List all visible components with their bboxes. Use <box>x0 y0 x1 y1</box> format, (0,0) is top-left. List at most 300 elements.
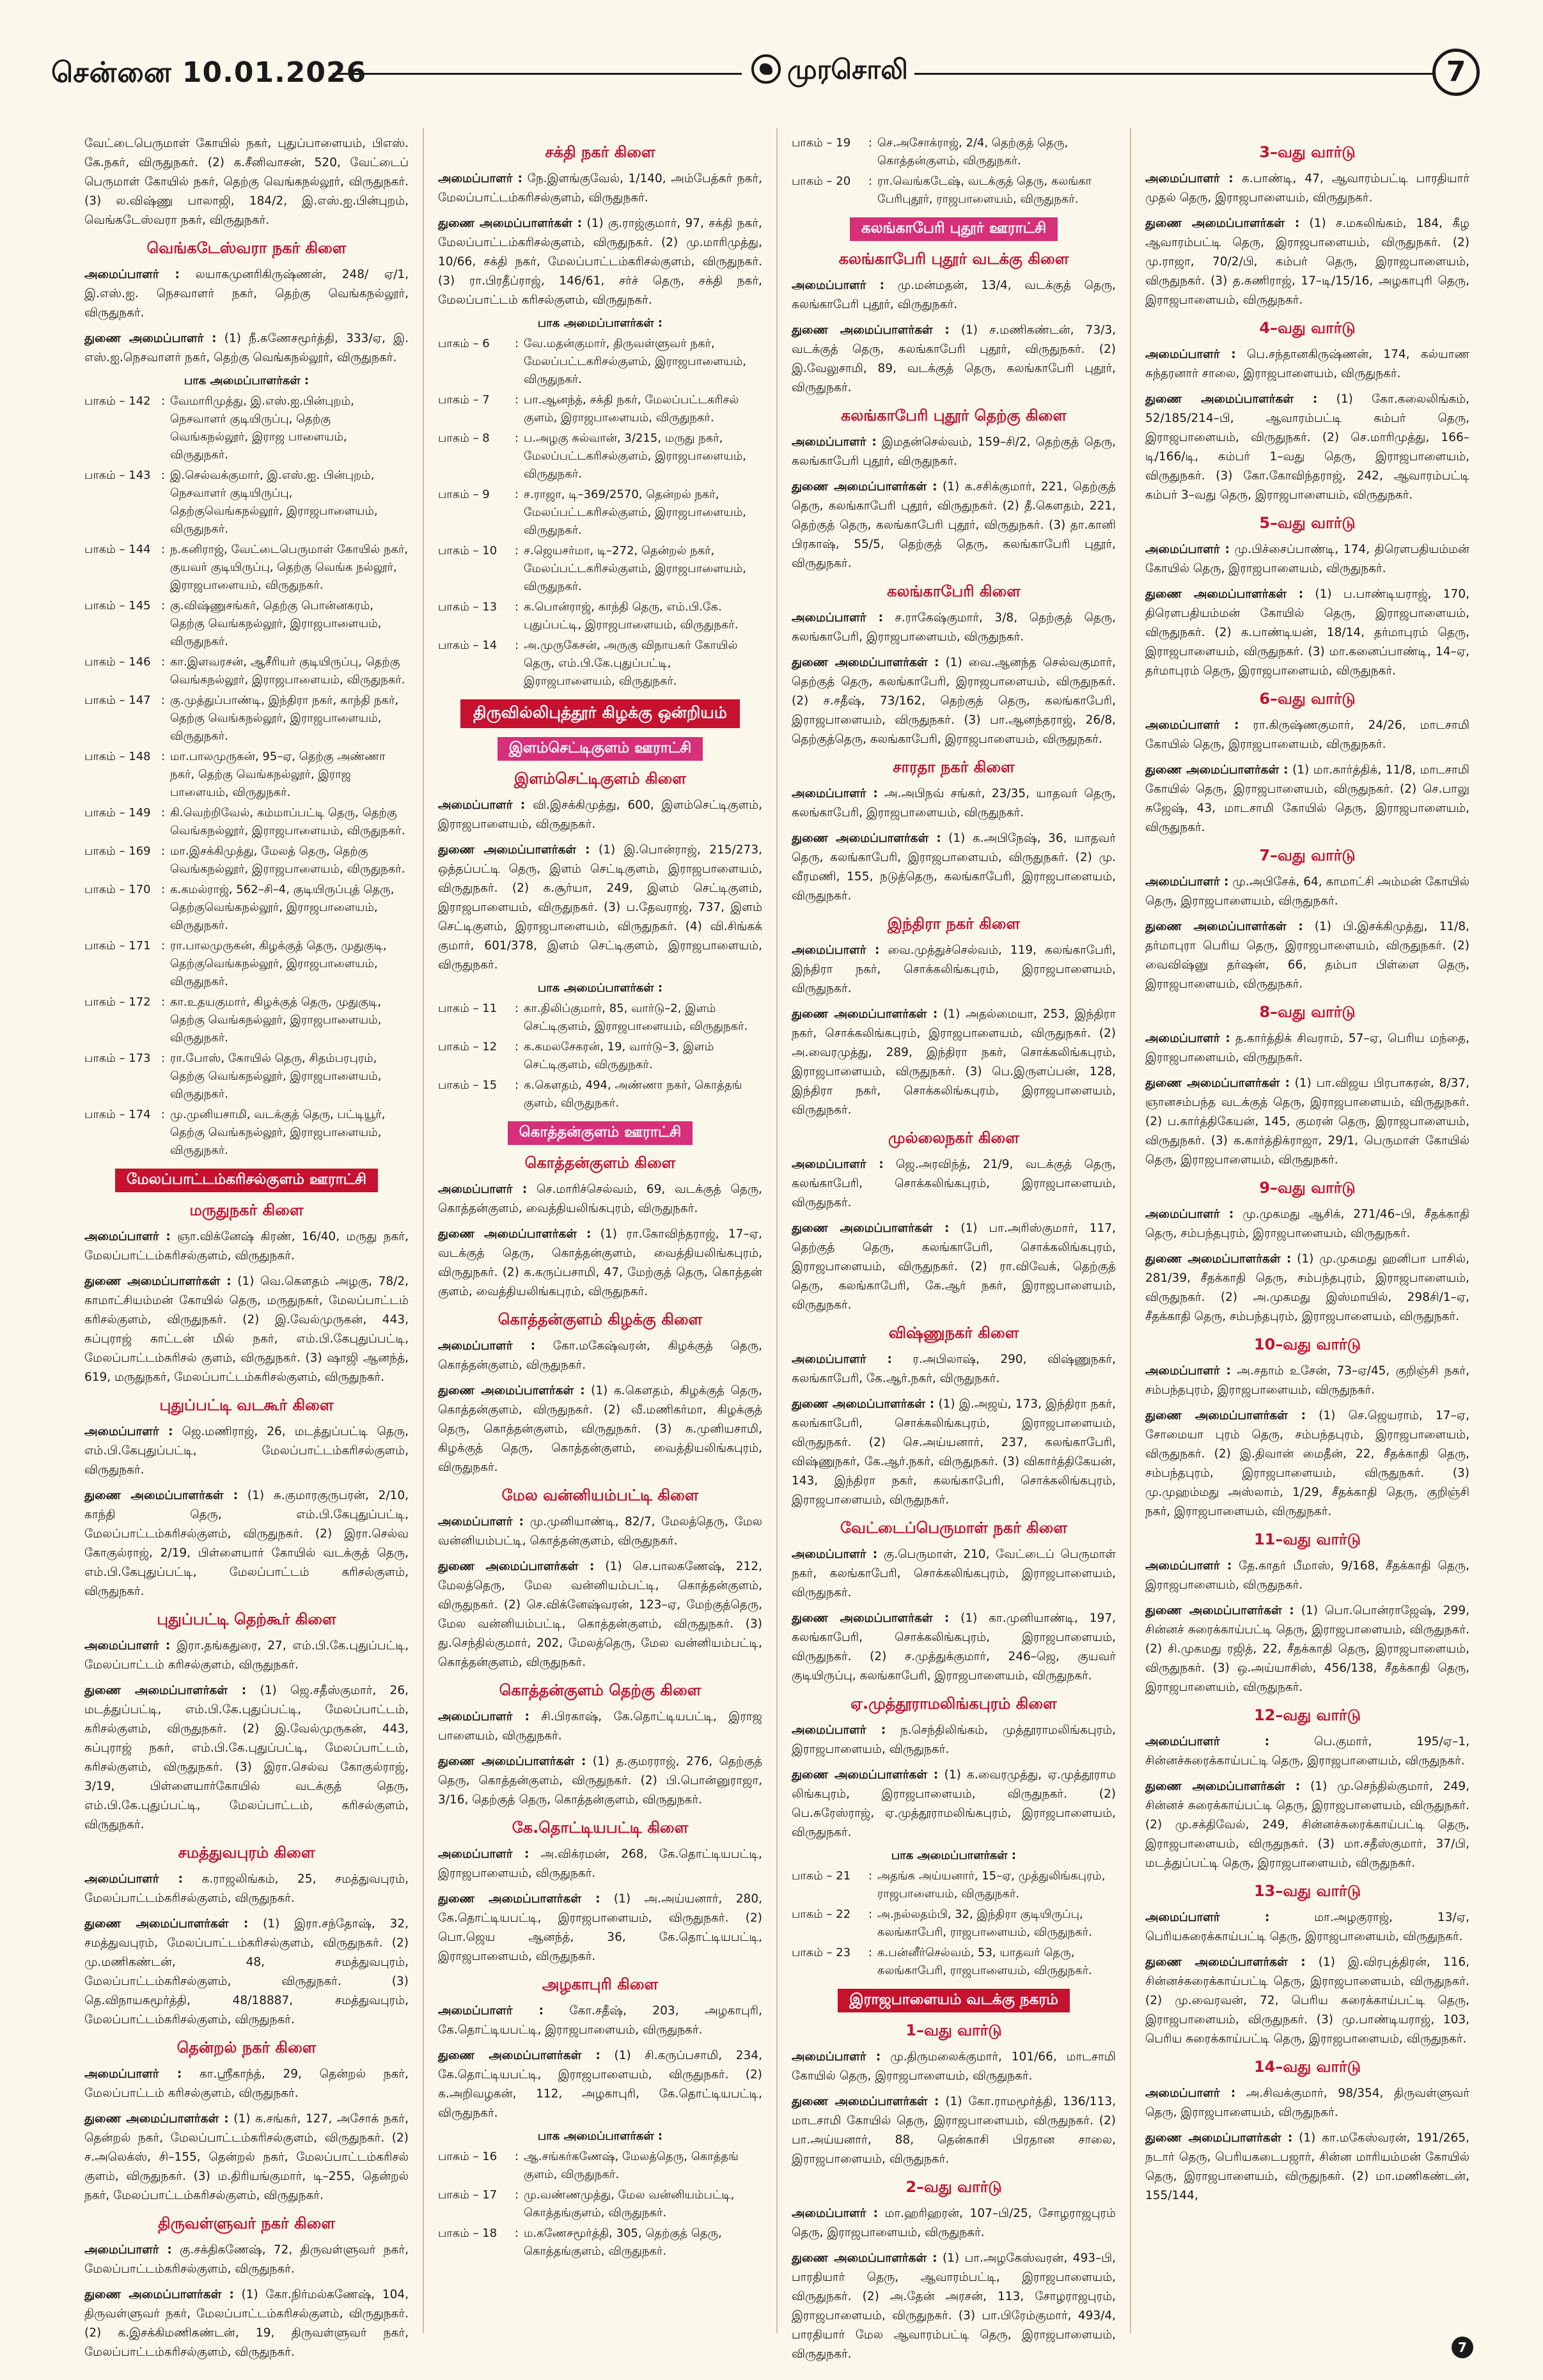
booth-number: பாகம் – 10 <box>438 544 497 557</box>
role-label: துணை அமைப்பாளர்கள் : <box>792 2095 939 2108</box>
member-details: இமதன்செல்வம், 159–சி/2, தெற்குத் தெரு, கலங்காபேரி புதூர், விருதுநகர். <box>792 435 1116 468</box>
member-details: ச.ராகேஷ்குமார், 3/8, தெற்குத் தெரு, கலங்காபேரி, இராஜபாளையம், விருதுநகர். <box>792 611 1116 644</box>
member-entry <box>438 2002 762 2040</box>
role-label: துணை அமைப்பாளர்கள் : <box>1145 1956 1306 1969</box>
branch-heading: சக்தி நகர் கிளை <box>545 143 655 161</box>
booth-row <box>438 430 762 483</box>
role-label: துணை அமைப்பாளர்கள் : <box>792 832 941 845</box>
brand-name: முரசொலி <box>787 54 908 85</box>
role-label: அமைப்பாளர் : <box>438 1515 524 1528</box>
member-details: (1) த.குமரராஜ், 276, தெற்குத் தெரு, கொத்தன்குளம், விருதுநகர். (2) பி.பொன்னுராஜா, 3/16, தெற்குத் தெரு, கொத்தன்குளம், விருதுநகர். <box>438 1755 762 1807</box>
section-block <box>1145 319 1469 505</box>
masthead <box>51 45 1490 102</box>
member-details: செ.மாரிச்செல்வம், 69, வடக்குத் தெரு, கொத்தன்குளம், வைத்தியலிங்கபுரம், விருதுநகர். <box>438 1183 762 1215</box>
booth-row <box>84 843 409 878</box>
role-label: துணை அமைப்பாளர்கள் : <box>792 323 950 337</box>
member-entry <box>1145 716 1469 754</box>
role-label: அமைப்பாளர் : <box>792 2207 879 2220</box>
section-block <box>438 143 762 690</box>
section-block <box>1145 690 1469 837</box>
section-block <box>438 699 762 728</box>
member-entry <box>1145 1953 1469 2049</box>
member-details: க.ராஜலிங்கம், 25, சமத்துவபுரம், மேலப்பாட்டம்கரிசல்குளம், விருதுநகர். <box>84 1872 409 1905</box>
branch-heading: 5–வது வார்டு <box>1259 514 1356 532</box>
member-entry <box>792 1721 1116 1759</box>
branch-heading: 10–வது வார்டு <box>1253 1335 1361 1353</box>
member-entry <box>792 653 1116 749</box>
section-block <box>438 1486 762 1672</box>
booth-colon: : <box>868 1869 873 1883</box>
member-entry <box>1145 169 1469 208</box>
member-details: கு.சக்திகணேஷ், 72, திருவள்ளுவர் நகர், மேலப்பாட்டம்கரிசல்குளம், விருதுநகர். <box>84 2243 409 2276</box>
booth-row <box>84 937 409 991</box>
member-entry <box>84 265 409 323</box>
section-block <box>792 582 1116 749</box>
booth-number: பாகம் – 16 <box>438 2150 497 2163</box>
member-entry <box>438 1752 762 1810</box>
booth-number: பாகம் – 144 <box>84 543 151 556</box>
member-entry <box>438 1845 762 1883</box>
role-label: அமைப்பாளர் : <box>1145 1735 1270 1748</box>
role-label: அமைப்பாளர் : <box>84 2067 182 2081</box>
role-label: அமைப்பாளர் : <box>792 2050 881 2064</box>
member-entry <box>792 478 1116 573</box>
booth-row <box>438 1077 762 1112</box>
member-details: (1) நீ.கணேசமூர்த்தி, 333/ஏ, இ. எஸ்.ஐ.நெசவாளர் நகர், தெற்கு வெங்கநல்லூர், விருதுநகர். <box>84 332 409 364</box>
member-entry <box>84 1681 409 1835</box>
booth-number: பாகம் – 148 <box>84 750 151 763</box>
region-banner: திருவில்லிபுத்தூர் கிழக்கு ஒன்றியம் <box>460 699 740 728</box>
booth-colon: : <box>515 2188 519 2202</box>
member-details: (1) கோ.நிர்மல்கணேஷ், 104, திருவள்ளுவர் நகர், மேலப்பாட்டம்கரிசல்குளம், விருதுநகர். (2) க.இசக்கிமணிகண்டன், 19, திருவள்ளுவர் நகர், மேலப்பாட்டம்கரிசல்குளம், விருதுநகர். <box>84 2288 409 2359</box>
member-entry <box>438 1707 762 1746</box>
section-block <box>792 134 1116 208</box>
member-details: கோ.மகேஷ்வரன், கிழக்குத் தெரு, கொத்தன்குளம், விருதுநகர். <box>438 1339 762 1372</box>
member-details: (1) பா.அரிஸ்குமார், 117, தெற்குத் தெரு, கலங்காபேரி, சொக்கலிங்கபுரம், இராஜபாளையம், விருதுநகர். (2) ரா.விவேக், தெற்குத் தெரு, கலங்காபேரி, கே.ஆர் நகர், இராஜபாளையம், விருதுநகர். <box>792 1222 1116 1312</box>
role-label: அமைப்பாளர் : <box>1145 1559 1232 1573</box>
booth-colon: : <box>515 1002 519 1015</box>
role-label: துணை அமைப்பாளர்கள் : <box>792 1397 935 1411</box>
member-entry <box>438 169 762 208</box>
role-label: அமைப்பாளர் : <box>792 1353 892 1366</box>
booth-subheading: பாக அமைப்பாளர்கள் : <box>537 2129 663 2143</box>
column-4 <box>1131 128 1484 2333</box>
member-details: (1) ச.மணிகண்டன், 73/3, வடக்குத் தெரு, கலங்காபேரி புதூர், விருதுநகர். (2) இ.வேலுசாமி, 89, வடக்குத் தெரு, கலங்காபேரி புதூர், விருதுநகர். <box>792 323 1116 394</box>
member-entry <box>792 2092 1116 2169</box>
role-label: துணை அமைப்பாளர்கள் : <box>84 2288 234 2301</box>
member-entry <box>438 1180 762 1218</box>
role-label: அமைப்பாளர் : <box>792 787 878 800</box>
role-label: துணை அமைப்பாளர்கள் : <box>1145 587 1304 601</box>
booth-incharge: மா.பாலமுருகன், 95–ஏ, தெற்கு அண்ணா நகர், தெற்கு வெங்கநல்லூர், இராஜ பாளையம், விருதுநகர். <box>170 750 386 799</box>
member-details: (1) ச.மகலிங்கம், 184, கீழ ஆவாரம்பட்டி தெரு, இராஜபாளையம், விருதுநகர். (2) மு.ராஜா, 70/2/பி, கம்பர் தெரு, இராஜபாளையம், விருதுநகர். (3) த.கணிராஜ், 17–டி/15/16, அழகாபுரி தெரு, இராஜபாளையம், விருதுநகர். <box>1145 217 1469 307</box>
section-block <box>1145 143 1469 310</box>
booth-colon: : <box>868 175 873 188</box>
booth-incharge: ந.கனிராஜ், வேட்டைபெருமாள் கோயில் நகர், குயவர் குடியிருப்பு, தெற்கு வெங்க நல்லூர், இராஜபாளையம், விருதுநகர். <box>170 543 409 592</box>
role-label: துணை அமைப்பாளர்கள் : <box>792 1222 950 1235</box>
column-1 <box>70 128 424 2359</box>
booth-row <box>438 542 762 596</box>
booth-number: பாகம் – 170 <box>84 883 151 896</box>
member-details: மு.திருமலைக்குமார், 101/66, மாடசாமி கோயில் தெரு, இராஜபாளையம், விருதுநகர். <box>792 2050 1116 2083</box>
role-label: அமைப்பாளர் : <box>438 1847 529 1861</box>
branch-heading: ஏ.முத்தூராமலிங்கபுரம் கிளை <box>850 1695 1057 1713</box>
role-label: அமைப்பாளர் : <box>84 268 180 281</box>
booth-number: பாகம் – 145 <box>84 599 151 612</box>
role-label: துணை அமைப்பாளர்கள் : <box>1145 1252 1292 1266</box>
booth-incharge: க.கமல்ராஜ், 562–சி–4, குடியிருப்புத் தெரு, தெற்குவெங்கநல்லூர், இராஜபாளையம், விருதுநகர். <box>170 883 395 932</box>
booth-subheading: பாக அமைப்பாளர்கள் : <box>537 316 663 330</box>
section-block <box>84 1169 409 1387</box>
booth-incharge: கா.திலிப்குமார், 85, வார்டு–2, இளம் செட்டிகுளம், இராஜபாளையம், விருதுநகர். <box>524 1002 748 1033</box>
section-block <box>84 2214 409 2362</box>
member-entry <box>792 1350 1116 1388</box>
booth-subheading: பாக அமைப்பாளர்கள் : <box>891 1849 1017 1862</box>
section-block <box>792 1324 1116 1510</box>
role-label: அமைப்பாளர் : <box>1145 1032 1230 1045</box>
booth-incharge: ரா.பாலமுருகன், கிழக்குத் தெரு, முதுகுடி, தெற்குவெங்கநல்லூர், இராஜபாளையம், விருதுநகர். <box>170 939 387 988</box>
section-block <box>1145 1882 1469 2049</box>
branch-heading: கொத்தன்குளம் கிளை <box>524 1154 676 1172</box>
booth-incharge: ப.அழகு சுல்வான், 3/215, மருது நகர், மேலப்பட்டகரிசல்குளம், இராஜபாளையம், விருதுநகர். <box>524 432 747 481</box>
booth-incharge: வேமாரிமுத்து, இ.எஸ்.ஐ.பின்புறம், நெசவாளர் குடியிருப்பு, தெற்கு வெங்கநல்லூர், இராஜ பாளையம், விருதுநகர். <box>170 394 354 462</box>
role-label: அமைப்பாளர் : <box>1145 1911 1270 1924</box>
member-entry <box>1145 1406 1469 1521</box>
member-details: (1) க.கௌதம், கிழக்குத் தெரு, கொத்தன்குளம், விருதுநகர். (2) வீ.மணிகர்மா, கிழக்குத் தெரு, கொத்தன்குளம், விருதுநகர். (3) க.முனியசாமி, கிழக்குத் தெரு, கொத்தன்குளம், வைத்தியலிங்கபுரம், விருதுநகர். <box>438 1384 762 1474</box>
member-details: ஞா.விக்னேஷ் கிரண், 16/40, மருது நகர், மேலப்பாட்டம்கரிசல்குளம், விருதுநகர். <box>84 1230 409 1263</box>
member-details: (1) பி.இசக்கிமுத்து, 11/8, தர்மாபுரா பெரிய தெரு, இராஜபாளையம், விருதுநகர். (2) வைவிஷ்னு தர்ஷன், 66, தம்பா பிள்ளை தெரு, இராஜபாளையம், விருதுநகர். <box>1145 920 1469 991</box>
member-entry <box>792 1609 1116 1686</box>
booth-number: பாகம் – 12 <box>438 1040 497 1054</box>
booth-colon: : <box>515 393 519 407</box>
branch-heading: கொத்தன்குளம் தெற்கு கிளை <box>499 1681 701 1699</box>
booth-colon: : <box>161 995 166 1009</box>
booth-colon: : <box>161 394 166 408</box>
member-details: மு.மன்மதன், 13/4, வடக்குத் தெரு, கலங்காபேரி புதூர், விருதுநகர். <box>792 279 1116 311</box>
booth-colon: : <box>161 844 166 858</box>
member-details: மு.அபிசேக், 64, காமாட்சி அம்மன் கோயில் தெரு, இராஜபாளையம், விருதுநகர். <box>1145 875 1469 908</box>
branch-heading: திருவள்ளுவர் நகர் கிளை <box>157 2214 336 2232</box>
member-details: மு.முகமது ஆசிக், 271/46–பி, சீதக்காதி தெரு, சம்பந்தபுரம், இராஜபாளையம், விருதுநகர். <box>1145 1208 1470 1240</box>
member-details: (1) வை.ஆனந்த செல்வகுமார், தெற்குத் தெரு, கலங்காபேரி, இராஜபாளையம், விருதுநகர். (2) ச.சதீஷ், 73/162, தெற்குத் தெரு, கலங்காபேரி, இராஜபாளையம், விருதுநகர். (3) பா.ஆனந்தராஜ், 26/8, தெற்குத்தெரு, கலங்காபேரி, இராஜபாளையம், விருதுநகர். <box>792 656 1116 746</box>
booth-colon: : <box>161 750 166 763</box>
member-details: ஜெ.மணிராஜ், 26, மடத்துப்பட்டி தெரு, எம்.பி.கேபுதுப்பட்டி, மேலப்பாட்டம்கரிசல்குளம், விருதுநகர். <box>84 1425 409 1477</box>
member-entry <box>1145 1732 1469 1771</box>
footer-page-number: 7 <box>1452 2337 1473 2358</box>
region-banner: மேலப்பாட்டம்கரிசல்குளம் ஊராட்சி <box>115 1169 378 1192</box>
member-details: மா.ஹரிஹரன், 107–பி/25, சோழராஜபுரம் தெரு, இராஜபாளையம், விருதுநகர். <box>792 2207 1116 2239</box>
booth-incharge: மா.இசக்கிமுத்து, மேலத் தெரு, தெற்கு வெங்கநல்லூர், இராஜபாளையம், விருதுநகர். <box>170 844 405 876</box>
member-details: அ.சிவக்குமார், 98/354, திருவள்ளுவர் தெரு, இராஜபாளையம், விருதுநகர். <box>1145 2087 1469 2119</box>
branch-heading: புதுப்பட்டி தெற்கூர் கிளை <box>157 1610 336 1628</box>
booth-colon: : <box>161 806 166 820</box>
branch-heading: 14–வது வார்டு <box>1253 2058 1361 2076</box>
booth-incharge: ச.ஜெயசர்மா, டி–272, தென்றல் நகர், மேலப்பட்டகரிசல்குளம், இராஜபாளையம், விருதுநகர். <box>524 544 747 593</box>
member-entry <box>1145 2084 1469 2122</box>
booth-row <box>84 541 409 595</box>
booth-incharge: அ.முருகேசன், அருகு விநாயகர் கோயில் தெரு, எம்.பி.கே.புதுப்பட்டி, இராஜபாளையம், விருதுநகர். <box>524 639 738 688</box>
member-entry <box>84 1870 409 1908</box>
member-details: த.கார்த்திக் சிவராம், 57–ஏ, பெரிய மந்தை, இராஜபாளையம், விருதுநகர். <box>1145 1032 1469 1064</box>
member-details: (1) ரா.கோவிந்தராஜ், 17–ஏ, வடக்குத் தெரு, கொத்தன்குளம், வைத்தியலிங்கபுரம், விருதுநகர். (2) க.கருப்பசாமி, 47, மேற்குத் தெரு, கொத்தன் குளம், வைத்தியலிங்கபுரம், விருதுநகர். <box>438 1227 762 1298</box>
member-details: (1) வெ.கௌதம் அழகு, 78/2, காமாட்சியம்மன் கோயில் தெரு, மருதுநகர், மேலப்பாட்டம் கரிசல்குளம், விருதுநகர். (2) இ.வேல்முருகன், 443, கப்புராஜ் காட்டன் மில் நகர், எம்.பி.கேபுதுப்பட்டி, மேலப்பாட்டம்கரிசல் குளம், விருதுநகர். (3) ஷாஜி ஆனந்த், 619, மருதுநகர், மேலப்பாட்டம்கரிசல்குளம், விருதுநகர். <box>84 1275 409 1384</box>
booth-number: பாகம் – 22 <box>792 1908 851 1921</box>
member-details: (1) செ.ஜெயராம், 17–ஏ, சோமையா புரம் தெரு, சம்பந்தபுரம், இராஜபாளையம், விருதுநகர். (2) இ.திவான் மைதீன், 22, சீதக்காதி தெரு, சம்பந்தபுரம், இராஜபாளையம், விருதுநகர். (3) மு.முஹம்மது அஸ்லாம், 1/29, சீதக்காதி தெரு, குறிஞ்சி நகர், இராஜபாளையம், விருதுநகர். <box>1145 1409 1469 1518</box>
region-banner: இராஜபாளையம் வடக்கு நகரம் <box>838 1989 1070 2012</box>
booth-row <box>438 1000 762 1036</box>
branch-heading: கே.தொட்டியபட்டி கிளை <box>512 1819 689 1837</box>
issue-date: சென்னை 10.01.2026 <box>51 56 367 89</box>
section-block <box>438 1819 762 1966</box>
member-entry <box>1145 585 1469 681</box>
booth-incharge: கா.இளவரசன், ஆசீரியர் குடியிருப்பு, தெற்கு வெங்கநல்லூர், இராஜபாளையம், விருதுநகர். <box>170 655 405 687</box>
member-entry <box>438 1513 762 1551</box>
booth-number: பாகம் – 18 <box>438 2227 497 2240</box>
booth-row <box>438 391 762 427</box>
member-entry <box>1145 917 1469 994</box>
member-details: கு.பெருமாள், 210, வேட்டைப் பெருமாள் நகர், கலங்காபேரி, சொக்கலிங்கபுரம், இராஜபாளையம், விருதுநகர். <box>792 1548 1116 1599</box>
branch-heading: 6–வது வார்டு <box>1259 690 1356 708</box>
role-label: துணை அமைப்பாளர்கள் : <box>1145 920 1303 933</box>
booth-row <box>84 1050 409 1103</box>
member-details: (1) இரா.சந்தோஷ், 32, சமத்துவபுரம், மேலப்பாட்டம்கரிசல்குளம், விருதுநகர். (2) மு.மணிகண்டன், 48, சமத்துவபுரம், மேலப்பாட்டம்கரிசல்குளம், விருதுநகர். (3) தெ.விநாயகமூர்த்தி, 48/18887, சமத்துவபுரம், மேலப்பாட்டம்கரிசல்குளம், விருதுநகர். <box>84 1917 409 2026</box>
section-block <box>1145 1706 1469 1873</box>
booth-colon: : <box>868 1908 873 1921</box>
booth-colon: : <box>161 1052 166 1065</box>
booth-incharge: கு.முத்துப்பாண்டி, இந்திரா நகர், காந்தி நகர், தெற்கு வெங்கநல்லூர், இராஜபாளையம், விருதுநகர். <box>170 694 399 743</box>
column-2 <box>424 128 778 2333</box>
role-label: அமைப்பாளர் : <box>792 1723 886 1737</box>
booth-number: பாகம் – 174 <box>84 1108 151 1121</box>
booth-number: பாகம் – 149 <box>84 806 151 820</box>
booth-incharge: க.கௌதம், 494, அண்ணா நகர், கொத்தங் குளம், விருதுநகர். <box>524 1078 742 1110</box>
role-label: துணை அமைப்பாளர்கள் : <box>1145 393 1318 406</box>
member-details: (1) மா.கார்த்திக், 11/8, மாடசாமி கோயில் தெரு, இராஜபாளையம், விருதுநகர். (2) செ.பாலு கஜேஷ், 43, மாடசாமி கோயில் தெரு, இராஜபாளையம், விருதுநகர். <box>1145 763 1469 834</box>
branch-heading: 9–வது வார்டு <box>1259 1179 1356 1197</box>
panchayat-banner: கொத்தன்குளம் ஊராட்சி <box>508 1121 693 1145</box>
header-rule-right <box>914 73 1477 75</box>
member-details: (1) கு.ராஜ்குமார், 97, சக்தி நகர், மேலப்பாட்டம்கரிசல்குளம், விருதுநகர். (2) மு.மாரிமுத்து, 10/66, சக்தி நகர், மேலப்பாட்டம்கரிசல்குளம், விருதுநகர். (3) ரா.பிரதீப்ராஜ், 146/61, சர்ச் தெரு, சக்தி நகர், மேலப்பாட்டம் கரிசல்குளம், விருதுநகர். <box>438 217 762 307</box>
role-label: துணை அமைப்பாளர்கள் : <box>792 1612 950 1625</box>
branch-heading: கலங்காபேரி புதூர் தெற்கு கிளை <box>841 407 1067 424</box>
member-entry <box>84 2110 409 2205</box>
section-block <box>792 1989 1116 2169</box>
branch-heading: 13–வது வார்டு <box>1253 1882 1361 1900</box>
member-entry <box>438 841 762 975</box>
section-block <box>792 1519 1116 1686</box>
branch-heading: கொத்தன்குளம் கிழக்கு கிளை <box>497 1311 703 1328</box>
member-entry <box>792 784 1116 823</box>
booth-row <box>84 1106 409 1160</box>
member-details: கா.ஸ்ரீகாந்த், 29, தென்றல் நகர், மேலப்பாட்டம் கரிசல்குளம், விருதுநகர். <box>84 2067 409 2100</box>
booth-row <box>84 804 409 840</box>
booth-row <box>84 467 409 538</box>
member-details: அ.சதாம் உசேன், 73–ஏ/45, குறிஞ்சி நகர், சம்பந்தபுரம், இராஜபாளையம், விருதுநகர். <box>1145 1364 1470 1397</box>
booth-incharge: ம.கணேசமூர்த்தி, 305, தெற்குத் தெரு, கொத்தங்குளம், விருதுநகர். <box>524 2227 722 2258</box>
booth-row <box>438 1038 762 1074</box>
booth-row <box>792 1867 1116 1903</box>
member-entry <box>438 1337 762 1375</box>
booth-row <box>438 2148 762 2184</box>
role-label: அமைப்பாளர் : <box>438 1339 536 1353</box>
member-details: (1) க.அபிநேஷ், 36, யாதவர் தெரு, கலங்காபேரி, இராஜபாளையம், விருதுநகர். (2) மு. வீரமணி, 155, நடுத்தெரு, கலங்காபேரி, இராஜபாளையம், விருதுநகர். <box>792 832 1116 903</box>
member-details: (1) மு.முகமது ஹனிபா பாசில், 281/39, சீதக்காதி தெரு, சம்பந்தபுரம், இராஜபாளையம், விருதுநகர். (2) அ.முகமது இஸ்மாயில், 298சி/1–ஏ, சீதக்காதி தெரு, சம்பந்தபுரம், இராஜபாளையம், விருதுநகர். <box>1145 1252 1469 1323</box>
booth-incharge: பா.ஆனந்த், சக்தி நகர், மேலப்பட்டகரிசல் குளம், இராஜபாளையம், விருதுநகர். <box>524 393 739 424</box>
role-label: அமைப்பாளர் : <box>84 1425 173 1438</box>
role-label: அமைப்பாளர் : <box>438 1183 528 1196</box>
member-details: லயாகமுனரிகிருஷ்ணன், 248/ ஏ/1, இ.எஸ்.ஐ. நெசவாளர் நகர், தெற்கு வெங்கநல்லூர், விருதுநகர். <box>84 268 409 320</box>
member-entry <box>792 276 1116 315</box>
elephant-logo-icon <box>751 54 781 84</box>
role-label: அமைப்பாளர் : <box>792 435 877 449</box>
role-label: துணை அமைப்பாளர்கள் : <box>438 1560 595 1573</box>
panchayat-banner: கலங்காபேரி புதூர் ஊராட்சி <box>850 217 1058 241</box>
booth-incharge: கா.உதயகுமார், கிழக்குத் தெரு, முதுகுடி, தெற்கு வெங்கநல்லூர், இராஜபாளையம், விருதுநகர். <box>170 995 382 1045</box>
role-label: துணை அமைப்பாளர்கள் : <box>438 1384 585 1397</box>
member-details: மு.முனியாண்டி, 82/7, மேலத்தெரு, மேல வன்னியம்பட்டி, கொத்தன்குளம், விருதுநகர். <box>438 1515 762 1548</box>
member-details: அ.அபிநவ் சங்கர், 23/35, யாதவர் தெரு, கலங்காபேரி, இராஜபாளையம், விருதுநகர். <box>792 787 1116 820</box>
member-entry <box>1145 214 1469 310</box>
booth-number: பாகம் – 169 <box>84 844 151 858</box>
booth-colon: : <box>161 469 166 482</box>
branch-heading: புதுப்பட்டி வடகூர் கிளை <box>159 1396 334 1414</box>
booth-colon: : <box>515 1078 519 1092</box>
member-details: வேட்டைபெருமாள் கோயில் நகர், புதுப்பாளையம், பிஎஸ். கே.நகர், விருதுநகர். (2) க.சீனிவாசன், 520, வேட்டைப் பெருமாள் கோயில் நகர், தெற்கு வெங்கநல்லூர், விருதுநகர். (3) ல.விஷ்ணு பாலாஜி, 184/2, இ.எஸ்.ஐ.பின்புறம், வெங்கடேஸ்வரா நகர், விருதுநகர். <box>84 137 409 227</box>
booth-number: பாகம் – 19 <box>792 136 851 150</box>
member-entry <box>84 134 409 230</box>
branch-heading: சாரதா நகர் கிளை <box>893 758 1015 776</box>
member-entry <box>1145 761 1469 837</box>
member-entry <box>792 321 1116 398</box>
booth-number: பாகம் – 8 <box>438 432 490 445</box>
role-label: துணை அமைப்பாளர்கள் : <box>438 1892 600 1906</box>
role-label: துணை அமைப்பாளர்கள் : <box>1145 1409 1306 1422</box>
member-details: (1) இ.பொன்ராஜ், 215/273, ஒத்தப்பட்டி தெரு, இளம் செட்டிகுளம், இராஜபாளையம், விருதுநகர். (2) க.சூர்யா, 249, இளம் செட்டிகுளம், இராஜபாளையம், விருதுநகர். (3) ப.தேவராஜ், 737, இளம் செட்டிகுளம், இராஜபாளையம், விருதுநகர். (4) வி.சிங்கக் குமார், 601/378, இளம் செட்டிகுளம், இராஜபாளையம், விருதுநகர். <box>438 843 762 972</box>
role-label: துணை அமைப்பாளர்கள் : <box>438 843 590 857</box>
booth-colon: : <box>868 136 873 150</box>
role-label: துணை அமைப்பாளர்கள் : <box>438 2049 600 2062</box>
role-label: துணை அமைப்பாளர்கள் : <box>1145 763 1288 777</box>
booth-number: பாகம் – 23 <box>792 1946 851 1959</box>
role-label: துணை அமைப்பாளர்கள் : <box>792 1768 939 1782</box>
branch-heading: வெங்கடேஸ்வரா நகர் கிளை <box>146 239 347 257</box>
booth-incharge: அதங்க அய்யனார், 15–ஏ, முத்துலிங்கபுரம், ராஜபாளையம், விருதுநகர். <box>877 1869 1106 1901</box>
booth-colon: : <box>161 883 166 896</box>
member-details: (1) பொ.பொன்ராஜேஷ், 299, சின்னச் சுரைக்காய்பட்டி தெரு, இராஜபாளையம், விருதுநகர். (2) சி.முகமது ரஜித், 22, சீதக்காதி தெரு, இராஜபாளையம், விருதுநகர். (3) ஒ.அய்யாசிஸ், 456/138, சீதக்காதி தெரு, இராஜபாளையம், விருதுநகர். <box>1145 1604 1469 1694</box>
member-entry <box>792 829 1116 906</box>
booth-row <box>792 1906 1116 1941</box>
booth-colon: : <box>515 337 519 350</box>
member-entry <box>84 2285 409 2362</box>
booth-row <box>84 881 409 935</box>
branch-heading: 1–வது வார்டு <box>905 2021 1002 2039</box>
member-entry <box>84 329 409 368</box>
booth-incharge: அ.நல்லதம்பி, 32, இந்திரா குடியிருப்பு, கலங்காபேரி, ராஜபாளையம், விருதுநகர். <box>877 1908 1092 1939</box>
booth-number: பாகம் – 147 <box>84 694 151 707</box>
role-label: அமைப்பாளர் : <box>1145 172 1234 185</box>
member-entry <box>438 796 762 834</box>
role-label: அமைப்பாளர் : <box>1145 543 1230 556</box>
member-details: க.பாண்டி, 47, ஆவாரம்பட்டி பாரதியார் முதல் தெரு, இராஜபாளையம், விருதுநகர். <box>1145 172 1470 205</box>
newspaper-brand <box>751 54 908 89</box>
role-label: துணை அமைப்பாளர்கள் : <box>84 1684 247 1697</box>
member-details: மு.பிச்சைப்பாண்டி, 174, திரௌபதியம்மன் கோயில் தெரு, இராஜபாளையம், விருதுநகர். <box>1145 543 1469 575</box>
branch-heading: தென்றல் நகர் கிளை <box>176 2039 317 2057</box>
booth-incharge: இ.செல்வக்குமார், இ.எஸ்.ஐ. பின்புறம், நெசவாளர் குடியிருப்பு, தெற்குவெங்கநல்லூர், இராஜபாளையம், விருதுநகர். <box>170 469 378 536</box>
role-label: அமைப்பாளர் : <box>792 279 885 292</box>
booth-incharge: வே.மதன்குமார், திருவள்ளுவர் நகர், மேலப்பட்டகரிசல்குளம், இராஜபாளையம், விருதுநகர். <box>524 337 747 386</box>
role-label: அமைப்பாளர் : <box>792 1548 878 1561</box>
panchayat-banner: இளம்செட்டிகுளம் ஊராட்சி <box>497 737 703 761</box>
branch-heading: 4–வது வார்டு <box>1259 319 1356 337</box>
article-columns <box>70 128 1484 2361</box>
booth-row <box>438 2186 762 2222</box>
section-block <box>84 1844 409 2030</box>
booth-row <box>84 393 409 464</box>
role-label: அமைப்பாளர் : <box>438 798 526 812</box>
branch-heading: மேல வன்னியம்பட்டி கிளை <box>501 1486 699 1504</box>
branch-heading: 7–வது வார்டு <box>1259 846 1356 864</box>
booth-colon: : <box>515 432 519 445</box>
member-entry <box>438 1225 762 1302</box>
booth-colon: : <box>161 1108 166 1121</box>
booth-colon: : <box>161 655 166 669</box>
booth-row <box>84 748 409 802</box>
member-entry <box>1145 1601 1469 1697</box>
role-label: துணை அமைப்பாளர்கள் : <box>84 1275 231 1288</box>
member-entry <box>792 1545 1116 1603</box>
section-block <box>792 915 1116 1120</box>
booth-number: பாகம் – 14 <box>438 639 497 652</box>
section-block <box>438 737 762 1112</box>
branch-heading: 11–வது வார்டு <box>1253 1530 1361 1548</box>
branch-heading: கலங்காபேரி கிளை <box>887 582 1021 600</box>
role-label: அமைப்பாளர் : <box>792 611 883 625</box>
booth-number: பாகம் – 6 <box>438 337 490 350</box>
section-block <box>1145 514 1469 681</box>
booth-colon: : <box>515 488 519 501</box>
section-block <box>84 2039 409 2205</box>
booth-row <box>438 598 762 634</box>
member-details: (1) கோ.ராமமூர்த்தி, 136/113, மாடசாமி கோயில் தெரு, இராஜபாளையம், விருதுநகர். (2) பா.அய்யனார், 88, தென்காசி பிரதான சாலை, இராஜபாளையம், விருதுநகர். <box>792 2095 1116 2166</box>
role-label: அமைப்பாளர் : <box>84 2243 172 2257</box>
booth-incharge: மு.வண்ணமுத்து, மேல வன்னியம்பட்டி, கொத்தங்குளம், விருதுநகர். <box>524 2188 735 2220</box>
role-label: துணை அமைப்பாளர்கள் : <box>1145 1604 1294 1617</box>
branch-heading: விஷ்ணுநகர் கிளை <box>888 1324 1019 1342</box>
member-details: பெ.குமார், 195/ஏ–1, சின்னச்சுரைக்காய்பட்டி தெரு, இராஜபாளையம், விருதுநகர். <box>1145 1735 1469 1768</box>
member-entry <box>438 1557 762 1672</box>
section-block <box>438 1681 762 1810</box>
booth-row <box>438 335 762 389</box>
member-entry <box>1145 540 1469 579</box>
member-entry <box>792 1766 1116 1842</box>
page-number-badge: 7 <box>1432 49 1480 96</box>
role-label: துணை அமைப்பாளர்கள் : <box>84 1489 239 1502</box>
branch-heading: சமத்துவபுரம் கிளை <box>178 1844 315 1862</box>
member-details: வை.முத்துச்செல்வம், 119, கலங்காபேரி, இந்திரா நகர், சொக்கலிங்கபுரம், இராஜபாளையம், விருதுநகர். <box>792 944 1116 995</box>
booth-number: பாகம் – 13 <box>438 600 497 614</box>
role-label: துணை அமைப்பாளர்கள் : <box>1145 217 1300 230</box>
booth-number: பாகம் – 7 <box>438 393 490 407</box>
role-label: அமைப்பாளர் : <box>438 172 523 185</box>
branch-heading: முல்லைநகர் கிளை <box>888 1129 1019 1147</box>
section-block <box>792 758 1116 906</box>
section-block <box>1145 846 1469 994</box>
member-entry <box>1145 1250 1469 1326</box>
member-details: ந.செந்திலிங்கம், முத்தூராமலிங்கபுரம், இராஜபாளையம், விருதுநகர். <box>792 1723 1116 1756</box>
booth-incharge: செ.அசோக்ராஜ், 2/4, தெற்குத் தெரு, கொத்தன்குளம், விருதுநகர். <box>877 136 1069 167</box>
member-entry <box>84 1915 409 2030</box>
